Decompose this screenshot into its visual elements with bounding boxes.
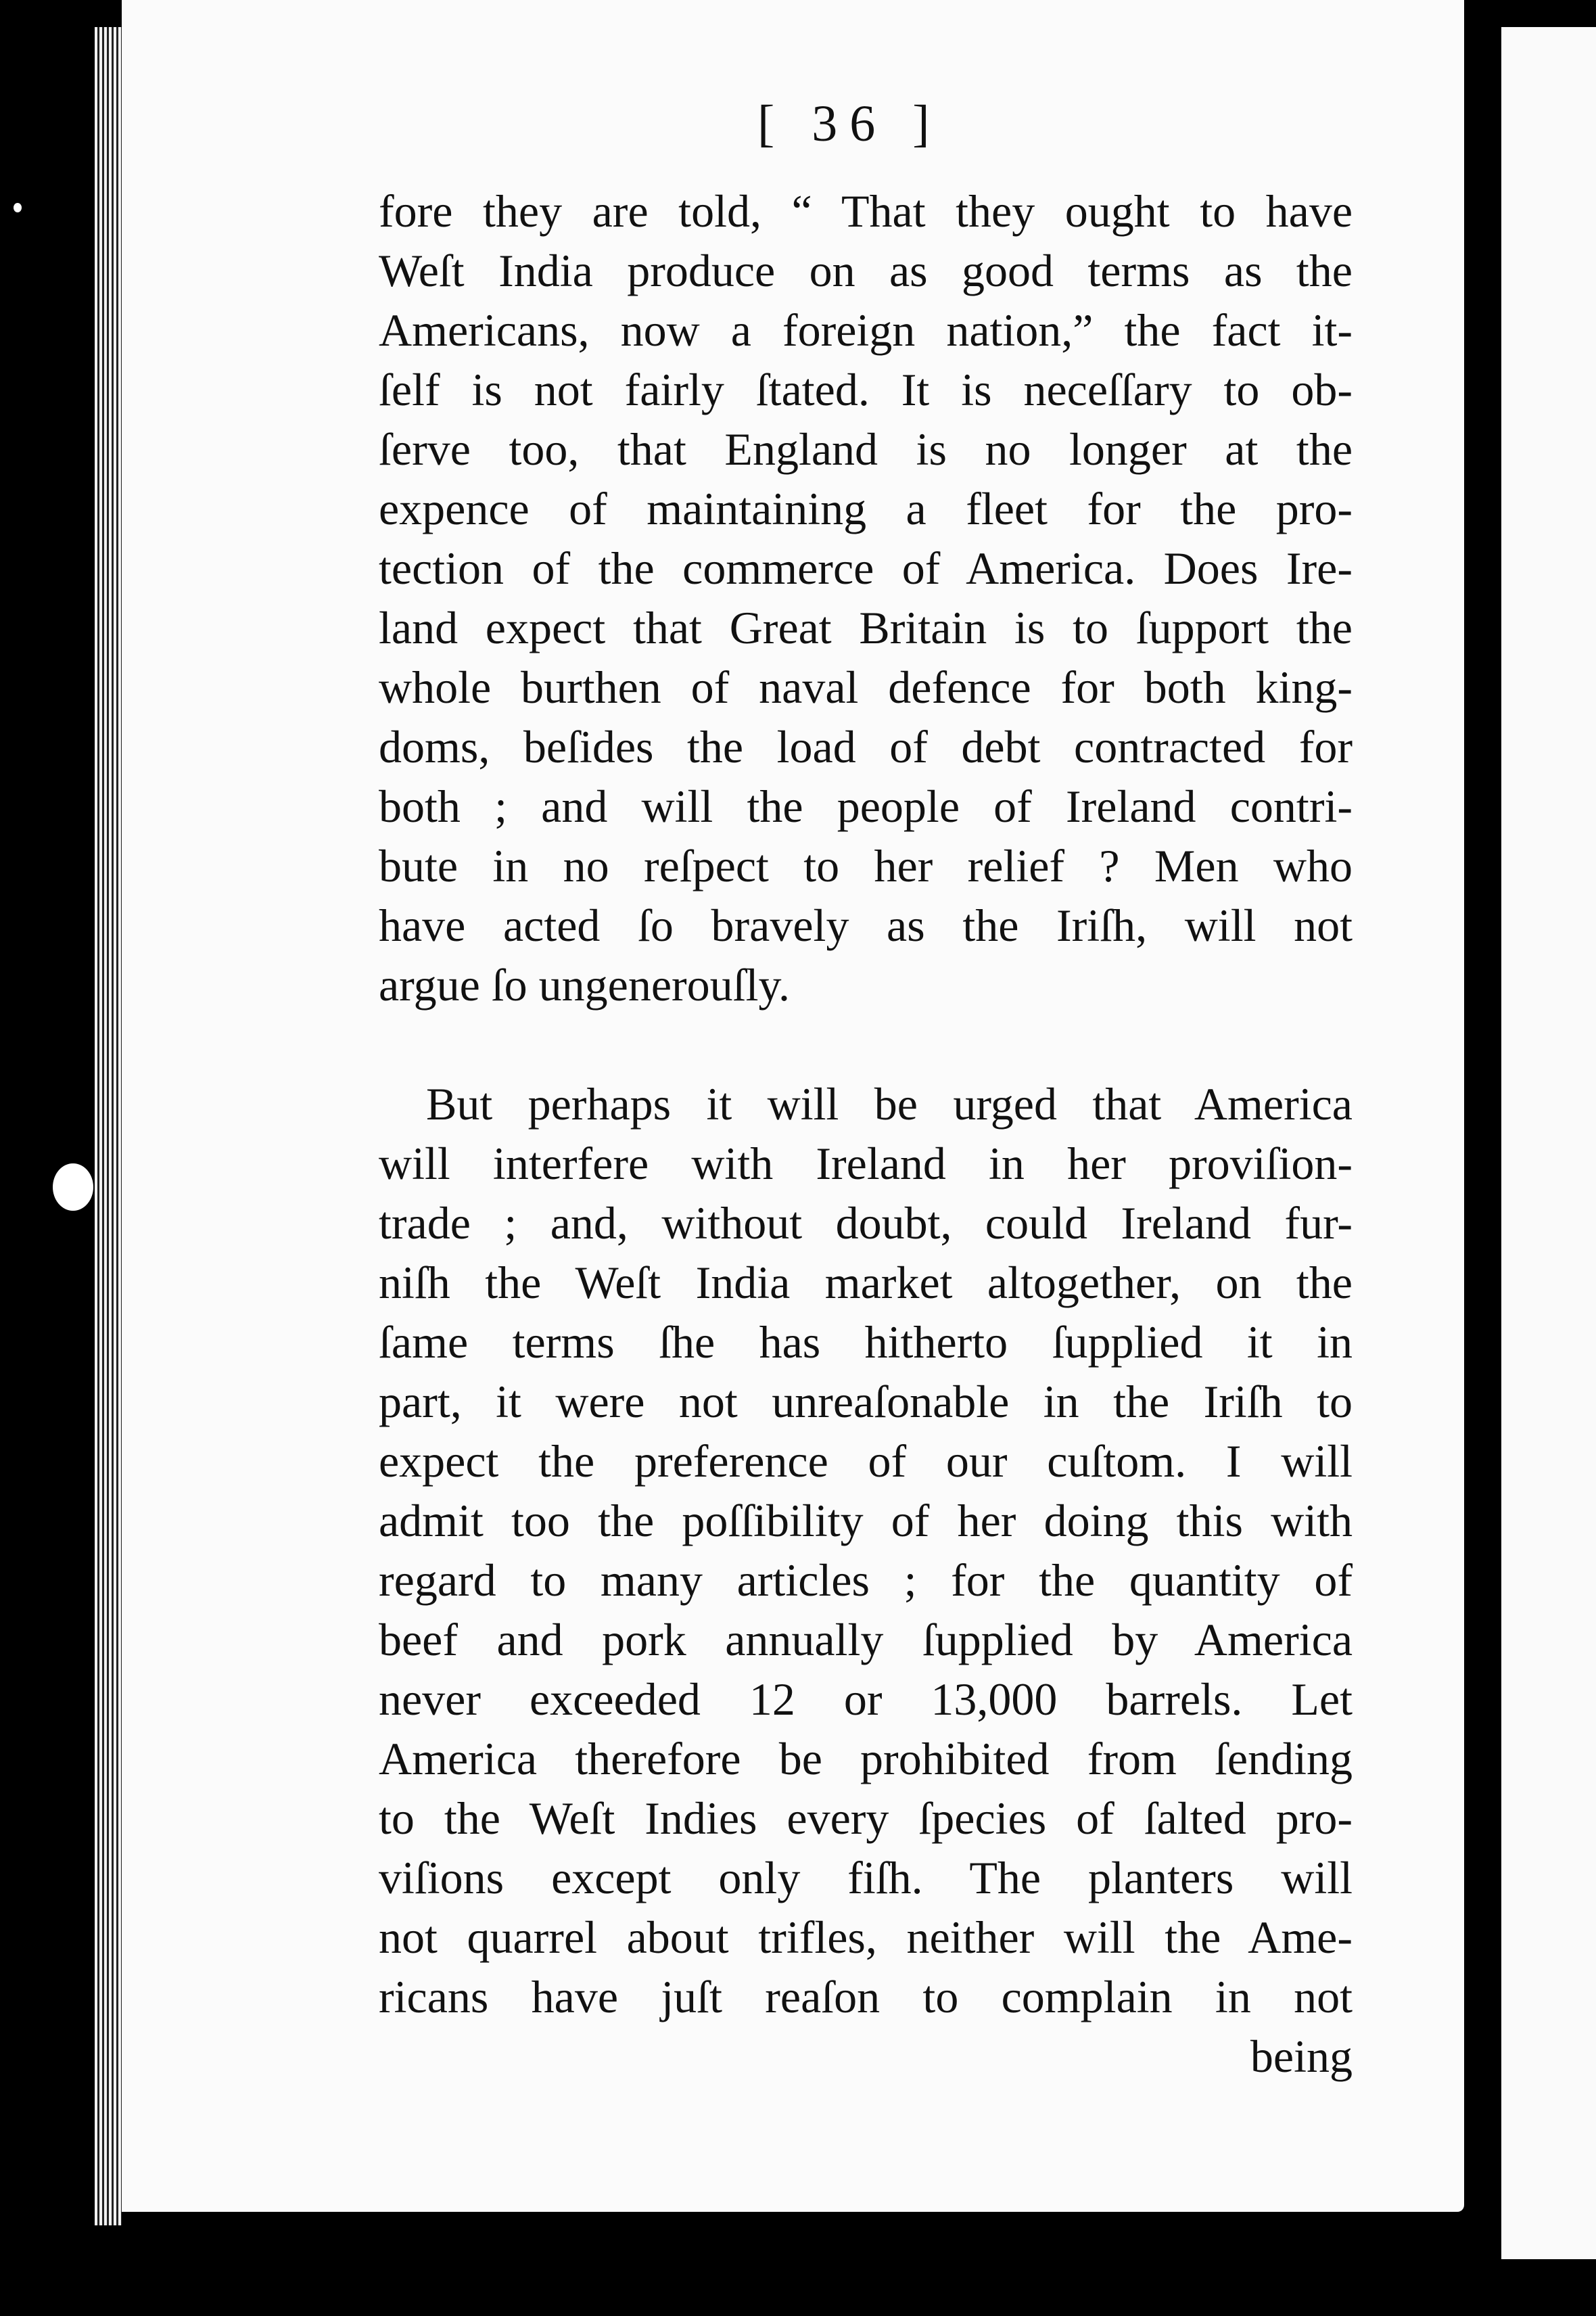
text-line: bute in no reſpect to her relief ? Men who <box>379 840 1353 891</box>
adjacent-page-edge <box>1501 27 1596 2259</box>
paragraph-2 <box>379 1074 1353 2086</box>
body-text <box>379 181 1353 2086</box>
text-line: to the Weſt Indies every ſpecies of ſalted pro- <box>379 1792 1353 1844</box>
scanned-page <box>122 0 1464 2212</box>
text-line: never exceeded 12 or 13,000 barrels. Let <box>379 1673 1353 1725</box>
text-line: land expect that Great Britain is to ſupport the <box>379 602 1353 653</box>
catchword: being <box>1250 2031 1353 2082</box>
paragraph-1 <box>379 181 1353 1015</box>
text-line: ſelf is not fairly ſtated. It is neceſſary to ob- <box>379 364 1353 415</box>
text-line: admit too the poſſibility of her doing this with <box>379 1495 1353 1546</box>
text-line: argue ſo ungenerouſly. <box>379 959 791 1011</box>
scan-speck <box>14 203 22 212</box>
page-number: [ 36 ] <box>757 95 942 152</box>
text-line: niſh the Weſt India market altogether, on the <box>379 1257 1353 1308</box>
text-line: viſions except only fiſh. The planters will <box>379 1852 1353 1903</box>
gutter-shadow <box>1464 0 1501 2316</box>
text-line: regard to many articles ; for the quantity of <box>379 1554 1353 1606</box>
text-line: have acted ſo bravely as the Iriſh, will not <box>379 900 1353 951</box>
text-line: Weſt India produce on as good terms as the <box>379 245 1353 296</box>
text-line: beef and pork annually ſupplied by America <box>379 1614 1353 1665</box>
text-line: expect the preference of our cuſtom. I will <box>379 1435 1353 1487</box>
text-line: whole burthen of naval defence for both king- <box>379 662 1353 713</box>
text-line: America therefore be prohibited from ſending <box>379 1733 1353 1784</box>
text-line: ſame terms ſhe has hitherto ſupplied it in <box>379 1316 1353 1368</box>
text-line: expence of maintaining a fleet for the pro- <box>379 483 1353 534</box>
text-line: Americans, now a foreign nation,” the fact it- <box>379 304 1353 356</box>
text-line: But perhaps it will be urged that America <box>426 1078 1353 1130</box>
text-line: trade ; and, without doubt, could Ireland fur- <box>379 1197 1353 1249</box>
paragraph-gap <box>379 1015 1353 1074</box>
text-line: fore they are told, “ That they ought to have <box>379 185 1353 237</box>
text-line: ricans have juſt reaſon to complain in not <box>379 1971 1353 2022</box>
page-edge-stack <box>95 27 122 2225</box>
scan-speck <box>53 1163 93 1211</box>
text-line: doms, beſides the load of debt contracted for <box>379 721 1353 772</box>
text-line: both ; and will the people of Ireland contri- <box>379 781 1353 832</box>
text-line: tection of the commerce of America. Does Ire- <box>379 542 1353 594</box>
text-line: will interfere with Ireland in her proviſion- <box>379 1138 1353 1189</box>
text-line: part, it were not unreaſonable in the Iriſh to <box>379 1376 1353 1427</box>
book-spine-shadow <box>0 0 101 2316</box>
text-line: not quarrel about trifles, neither will the Ame- <box>379 1912 1353 1963</box>
text-line: ſerve too, that England is no longer at the <box>379 423 1353 475</box>
